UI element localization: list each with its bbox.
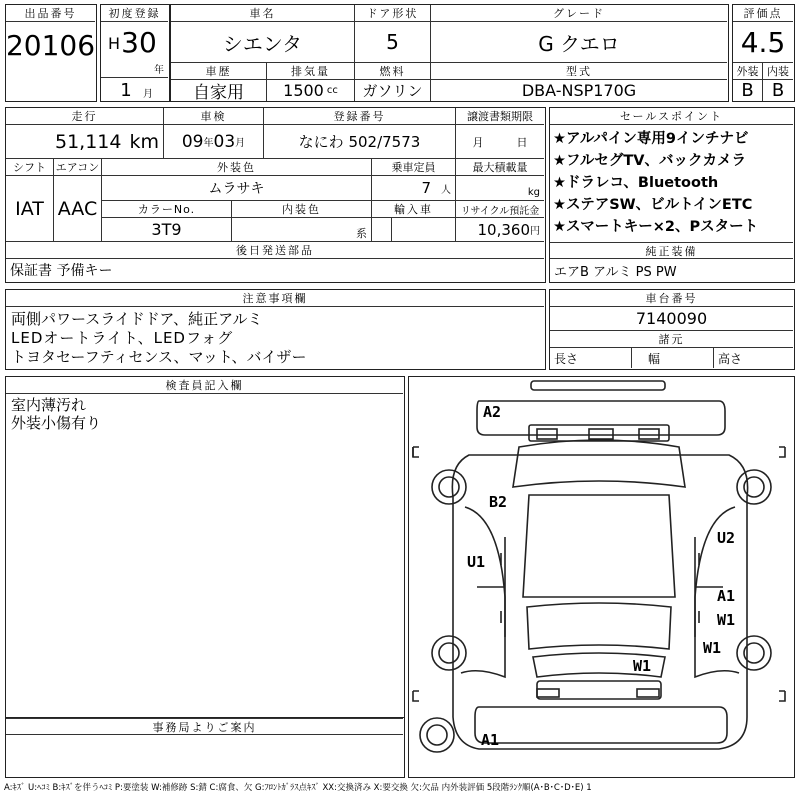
import-check-a [372,218,392,242]
sales-list [553,128,793,238]
inspector-label: 検査員記入欄 [6,377,403,394]
lot-number: 20106 [6,28,95,62]
sales-points-box [549,107,795,283]
damage-mark-b2: B2 [489,493,508,511]
lot-box [5,4,97,102]
sales-point: ★ドラレコ、Bluetooth [553,175,719,191]
era: H [107,33,121,53]
recycle-number: 10,360 [477,220,530,239]
ac-label: エアコン [54,159,102,176]
plate-label: 登録番号 [264,108,456,125]
plate-number: なにわ 502/7573 [264,125,456,159]
exterior-grade: B [733,80,763,101]
car-diagram-box [408,376,795,778]
later-parts-value: 保証書 予備キー [10,263,113,279]
notes-box [5,289,546,370]
damage-mark-a1: A1 [481,731,500,749]
chassis-box [549,289,795,370]
interior-grade: B [771,80,785,101]
interior-label: 内装 [763,63,793,80]
inspection-month-unit: 月 [235,138,246,149]
capacity-number: 7 [421,179,431,197]
chassis-number: 7140090 [550,307,793,331]
shift-value: IAT [6,176,54,242]
first-registration-box [100,4,170,102]
damage-mark-a2: A2 [483,403,502,421]
displacement-label: 排気量 [267,63,355,80]
mileage-number: 51,114 [55,130,122,153]
displacement-value [267,80,355,101]
damage-mark-a1: A1 [717,587,736,605]
chassis-label: 車台番号 [550,290,793,307]
office-box [5,718,405,778]
dims-label: 諸元 [550,331,793,348]
recycle-value [456,218,544,242]
exterior-label: 外装 [733,63,763,80]
maxload-label: 最大積載量 [456,159,544,176]
standard-equipment-label: 純正装備 [550,242,793,259]
capacity-value [372,176,456,201]
vehicle-info-grid [170,4,729,102]
mileage-unit: km [129,130,159,153]
damage-mark-w1: W1 [717,611,736,629]
inspector-note: 室内薄汚れ [11,396,87,414]
dim-height: 高さ [718,351,743,366]
history-value: 自家用 [171,80,267,101]
color-label: 外装色 [102,159,372,176]
mileage-value [6,125,164,159]
colorno-label: カラーNo. [102,201,232,218]
doors-label: ドア形状 [355,5,431,22]
lot-label: 出品番号 [6,5,95,22]
transfer-month: 月 [472,135,484,149]
sales-point: ★アルパイン専用9インチナビ [553,131,749,147]
damage-mark-w1: W1 [703,639,722,657]
inspection-date [164,125,264,159]
color-number: 3T9 [102,218,232,242]
grade-label: グレード [431,5,727,22]
sales-point: ★フルセグTV、バックカメラ [553,153,747,169]
door-count: 5 [355,22,431,63]
capacity-unit: 人 [441,184,451,196]
maxload-value: kg [456,176,544,201]
later-parts-label: 後日発送部品 [6,242,544,259]
interior-color: 系 [232,218,372,242]
month-unit: 月 [143,88,153,99]
grade-name: G クエロ [431,22,727,63]
transfer-deadline [456,125,544,159]
mileage-label: 走行 [6,108,164,125]
notes-label: 注意事項欄 [6,290,544,307]
damage-mark-u1: U1 [467,553,486,571]
inspector-note: 外装小傷有り [11,414,102,432]
damage-mark-u2: U2 [717,529,736,547]
recycle-unit: 円 [530,226,540,237]
standard-equipment-value: エアB アルミ PS PW [554,264,677,280]
sales-point: ★ステアSW、ビルトインETC [553,197,753,213]
sales-point: ★スマートキー×2、Pスタート [553,219,759,235]
damage-mark-w1: W1 [633,657,652,675]
fuel-value: ガソリン [355,80,431,101]
vehicle-detail-grid [5,107,546,283]
name-label: 車名 [171,5,355,22]
score-label: 評価点 [733,5,793,22]
model-code: DBA-NSP170G [521,81,637,100]
capacity-label: 乗車定員 [372,159,456,176]
shift-label: シフト [6,159,54,176]
exterior-color: ムラサキ [102,176,372,201]
fuel-label: 燃料 [355,63,431,80]
transfer-day: 日 [516,135,528,149]
note-line: トヨタセーフティセンス、マット、バイザー [11,348,307,366]
first-reg-label: 初度登録 [101,5,168,22]
dim-length: 長さ [550,348,632,368]
displacement-unit: cc [326,85,338,96]
model-label: 型式 [431,63,727,80]
note-line: 両側パワースライドドア、純正アルミ [11,310,263,328]
score-box [732,4,795,102]
transfer-label: 譲渡書類期限 [456,108,544,125]
recycle-label: リサイクル預託金 [456,201,544,218]
car-diagram [409,377,794,777]
year-unit: 年 [154,64,164,75]
inspection-year-unit: 年 [203,138,214,149]
header-section [5,4,795,102]
history-label: 車歴 [171,63,267,80]
car-name: シエンタ [171,22,355,63]
displacement-number: 1500 [283,81,324,100]
import-check-b [392,218,456,242]
inspection-label: 車検 [164,108,264,125]
reg-year: 30 [121,25,157,59]
intcolor-label: 内装色 [232,201,372,218]
inspector-box [5,376,405,718]
office-label: 事務局よりご案内 [6,718,403,735]
reg-month: 1 [120,79,132,101]
sales-label: セールスポイント [550,108,793,125]
inspection-year: 09 [181,131,204,152]
import-label: 輸入車 [372,201,456,218]
dim-width: 幅 [632,348,714,368]
legend-footer: A:ｷｽﾞ U:ﾍｺﾐ B:ｷｽﾞを伴うﾍｺﾐ P:要塗装 W:補修跡 S:錆 C:腐食、欠 G:ﾌﾛﾝﾄｶﾞﾗｽ点ｷｽﾞ XX:交換済み X:要交換 欠:欠品 内外装評価 5段階ﾗﾝｸ順(A･B･C･D･E) 1 [4,783,592,793]
score-value: 4.5 [733,22,793,63]
inspection-month: 03 [213,131,236,152]
ac-value: AAC [54,176,102,242]
note-line: LEDオートライト、LEDフォグ [11,329,234,347]
